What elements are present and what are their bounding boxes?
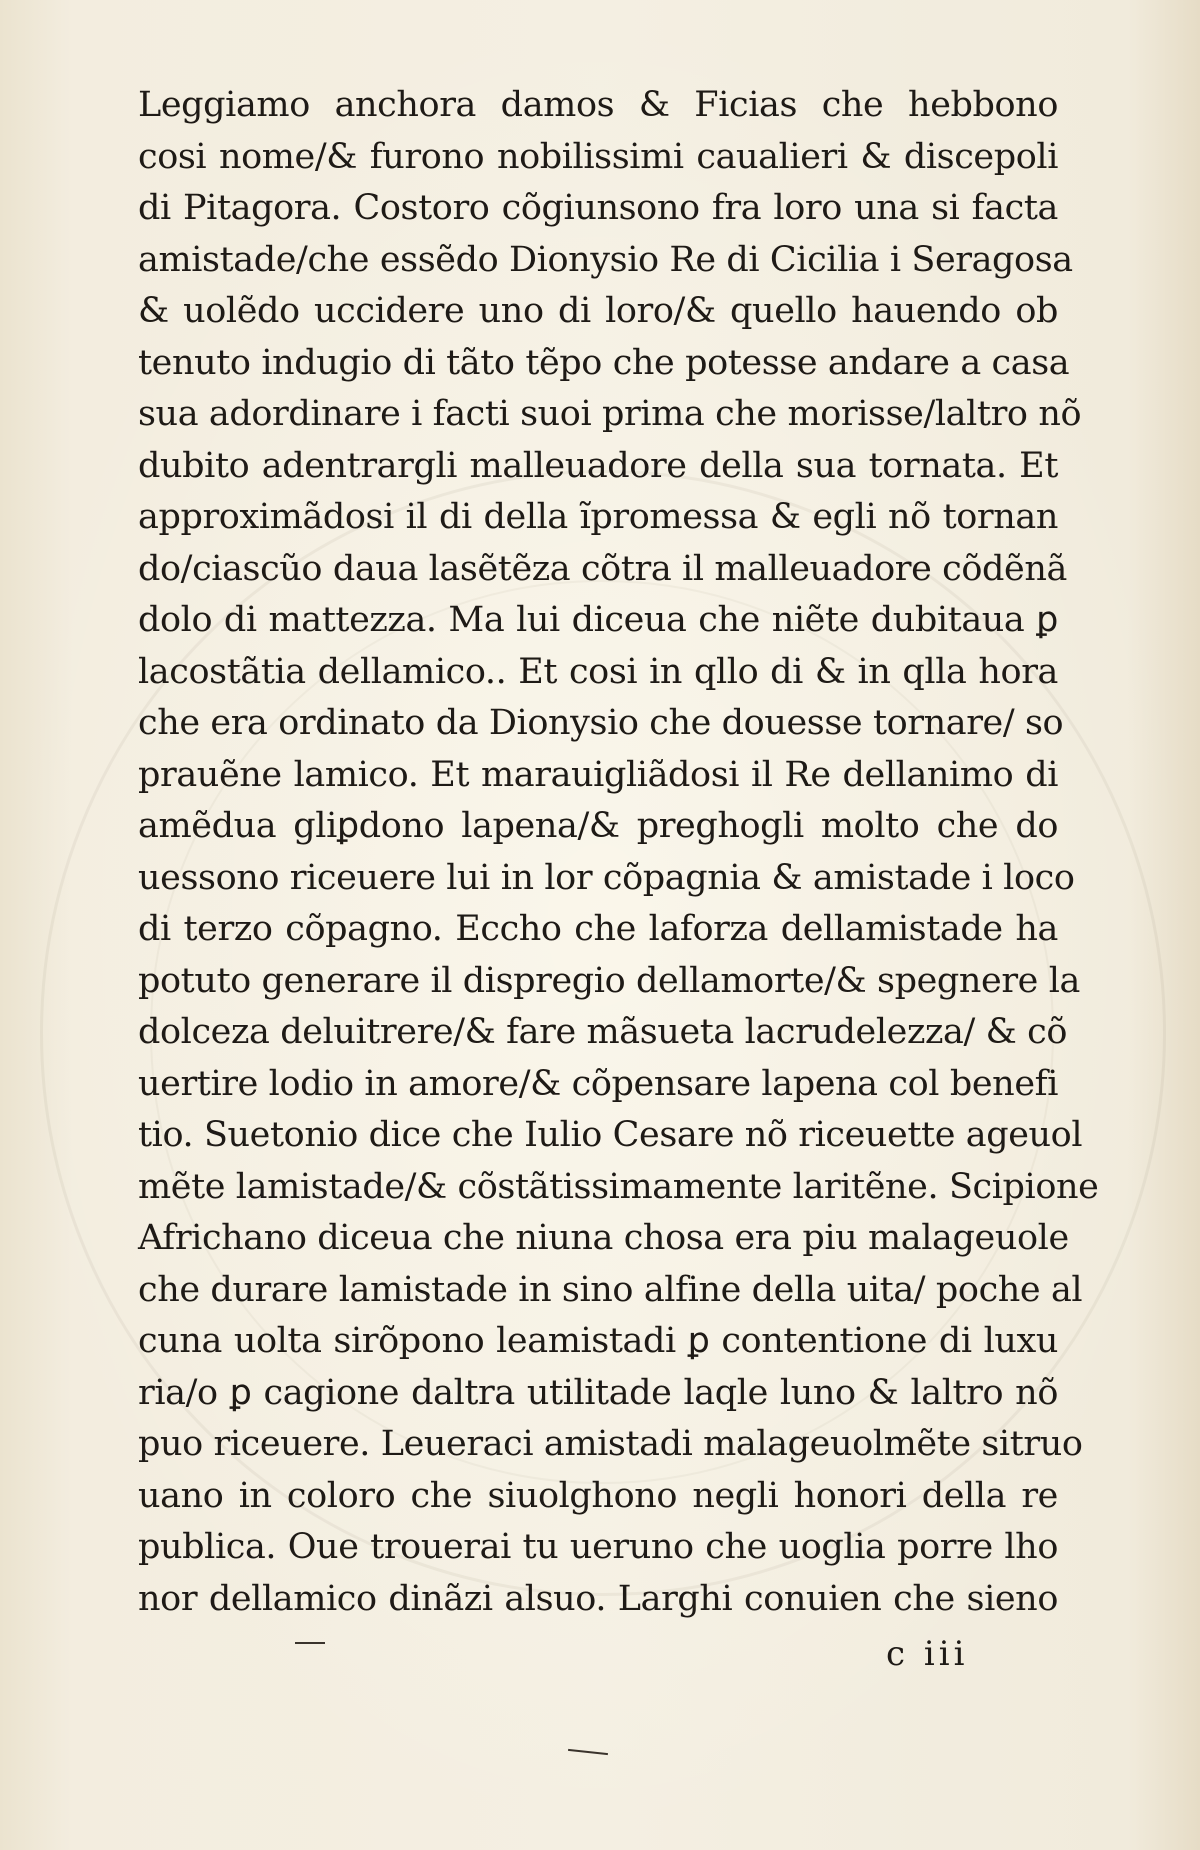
text-line: prauẽne lamico. Et marauigliãdosi il Re dellanimo di (138, 754, 1058, 795)
text-line: Leggiamo anchora damos & Ficias che hebbono (138, 85, 1058, 125)
text-line: sua adordinare i facti suoi prima che morisse/laltro nõ (138, 394, 1082, 434)
text-line: tio. Suetonio dice che Iulio Cesare nõ riceuette ageuol (138, 1115, 1083, 1155)
text-line: tenuto indugio di tãto tẽpo che potesse andare a casa (138, 342, 1070, 383)
text-line: potuto generare il dispregio dellamorte/& spegnere la (138, 960, 1080, 1001)
text-line: publica. Oue trouerai tu ueruno che uoglia porre lho (138, 1527, 1058, 1567)
text-line: mẽte lamistade/& cõstãtissimamente laritẽne. Scipione (138, 1166, 1099, 1207)
text-line: & uolẽdo uccidere uno di loro/& quello hauendo ob (138, 291, 1058, 331)
text-line: puo riceuere. Leueraci amistadi malageuolmẽte sitruo (138, 1424, 1083, 1464)
text-line: di terzo cõpagno. Eccho che laforza dellamistade ha (138, 909, 1058, 949)
text-line: Africhano diceua che niuna chosa era piu malageuole (138, 1218, 1069, 1258)
text-line: uertire lodio in amore/& cõpensare lapena col benefi (138, 1063, 1058, 1104)
text-line: cosi nome/& furono nobilissimi caualieri & discepoli (138, 136, 1058, 177)
text-line: lacostãtia dellamico.. Et cosi in qllo di & in qlla hora (138, 651, 1058, 692)
text-line: uessono riceuere lui in lor cõpagnia & amistade i loco (138, 857, 1075, 898)
body-text (138, 80, 1099, 1625)
text-line: dubito adentrargli malleuadore della sua tornata. Et (138, 445, 1058, 486)
text-line: dolceza deluitrere/& fare mãsueta lacrudelezza/ & cõ (138, 1012, 1067, 1052)
ink-mark (295, 1642, 325, 1644)
signature-mark: c iii (886, 1634, 969, 1674)
text-line: amistade/che essẽdo Dionysio Re di Cicilia i Seragosa (138, 239, 1073, 280)
text-line: ria/o ꝑ cagione daltra utilitade laqle luno & laltro nõ (138, 1372, 1058, 1413)
text-line: che era ordinato da Dionysio che douesse tornare/ so (138, 703, 1064, 743)
text-line: nor dellamico dinãzi alsuo. Larghi conuien che sieno (138, 1578, 1058, 1619)
text-line: approximãdosi il di della ĩpromessa & egli nõ tornan (138, 497, 1058, 537)
text-line: che durare lamistade in sino alfine della uita/ poche al (138, 1269, 1083, 1310)
text-line: do/ciascũo daua lasẽtẽza cõtra il malleuadore cõdẽnã (138, 548, 1067, 589)
ink-mark (568, 1749, 608, 1755)
text-line: cuna uolta sirõpono leamistadi ꝑ contentione di luxu (138, 1321, 1058, 1361)
text-line: uano in coloro che siuolghono negli honori della re (138, 1475, 1058, 1516)
text-line: amẽdua gliꝑdono lapena/& preghogli molto che do (138, 806, 1058, 846)
text-line: di Pitagora. Costoro cõgiunsono fra loro una si facta (138, 188, 1058, 228)
text-line: dolo di mattezza. Ma lui diceua che niẽte dubitaua ꝑ (138, 600, 1058, 640)
